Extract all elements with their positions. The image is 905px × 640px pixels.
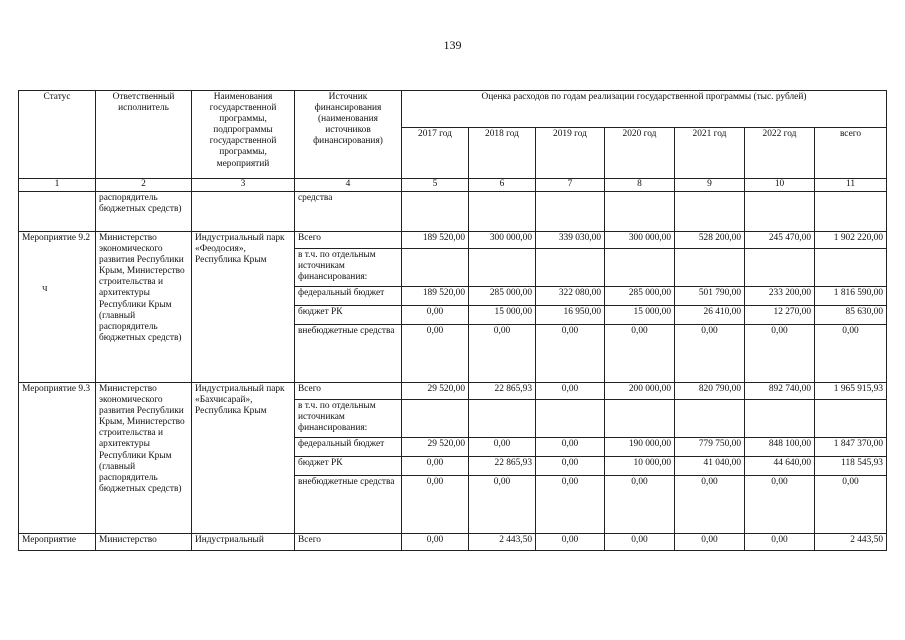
header-year: 2019 год — [536, 128, 605, 179]
value-cell: 0,00 — [605, 534, 675, 551]
value-cell: 848 100,00 — [745, 438, 815, 457]
source-label: бюджет РК — [295, 306, 402, 325]
measure-9-2-total-row — [19, 232, 887, 249]
measure-status: Мероприятие — [19, 534, 96, 551]
cell-empty — [469, 249, 536, 287]
column-number: 1 — [19, 179, 96, 192]
source-label: в т.ч. по отдельным источникам финансирования: — [295, 400, 402, 438]
value-cell: 22 865,93 — [469, 457, 536, 476]
value-cell: 892 740,00 — [745, 383, 815, 400]
value-cell: 0,00 — [402, 476, 469, 534]
value-cell: 0,00 — [536, 383, 605, 400]
header-year: 2018 год — [469, 128, 536, 179]
total-cell: 118 545,93 — [815, 457, 887, 476]
cell-empty — [815, 192, 887, 232]
total-cell: 1 902 220,00 — [815, 232, 887, 249]
value-cell: 189 520,00 — [402, 232, 469, 249]
value-cell: 15 000,00 — [605, 306, 675, 325]
source-label: в т.ч. по отдельным источникам финансирования: — [295, 249, 402, 287]
total-cell: 1 965 915,93 — [815, 383, 887, 400]
cell-empty — [745, 249, 815, 287]
value-cell: 0,00 — [402, 534, 469, 551]
cell-empty — [745, 192, 815, 232]
value-cell: 339 030,00 — [536, 232, 605, 249]
column-number: 2 — [96, 179, 192, 192]
value-cell: 0,00 — [605, 476, 675, 534]
value-cell: 189 520,00 — [402, 287, 469, 306]
value-cell: 0,00 — [469, 325, 536, 383]
cell-empty — [536, 249, 605, 287]
value-cell: 0,00 — [745, 325, 815, 383]
value-cell: 820 790,00 — [675, 383, 745, 400]
value-cell: 200 000,00 — [605, 383, 675, 400]
value-cell: 15 000,00 — [469, 306, 536, 325]
value-cell: 285 000,00 — [469, 287, 536, 306]
column-number: 8 — [605, 179, 675, 192]
value-cell: 0,00 — [469, 438, 536, 457]
value-cell: 0,00 — [675, 476, 745, 534]
cell-empty — [815, 400, 887, 438]
column-number: 6 — [469, 179, 536, 192]
value-cell: 26 410,00 — [675, 306, 745, 325]
value-cell: 190 000,00 — [605, 438, 675, 457]
value-cell: 300 000,00 — [469, 232, 536, 249]
header-status: Статус — [19, 91, 96, 179]
total-cell: 1 816 590,00 — [815, 287, 887, 306]
value-cell: 2 443,50 — [469, 534, 536, 551]
value-cell: 322 080,00 — [536, 287, 605, 306]
cell-empty — [675, 400, 745, 438]
value-cell: 233 200,00 — [745, 287, 815, 306]
value-cell: 528 200,00 — [675, 232, 745, 249]
column-number: 4 — [295, 179, 402, 192]
continuation-executor: распорядитель бюджетных средств) — [96, 192, 192, 232]
cell-empty — [815, 249, 887, 287]
value-cell: 0,00 — [745, 534, 815, 551]
source-label: внебюджетные средства — [295, 476, 402, 534]
page-number: 139 — [443, 38, 462, 52]
measure-9-3-total-row — [19, 383, 887, 400]
source-label: Всего — [295, 534, 402, 551]
value-cell: 10 000,00 — [605, 457, 675, 476]
cell-empty — [605, 249, 675, 287]
measure-next-total-row — [19, 534, 887, 551]
value-cell: 0,00 — [536, 476, 605, 534]
value-cell: 0,00 — [536, 325, 605, 383]
value-cell: 0,00 — [536, 457, 605, 476]
cell-empty — [536, 192, 605, 232]
header-program-name: Наименования государственной программы, подпрограммы государственной программы, мероприятий — [192, 91, 295, 179]
value-cell: 0,00 — [675, 534, 745, 551]
value-cell: 0,00 — [402, 325, 469, 383]
value-cell: 29 520,00 — [402, 383, 469, 400]
header-estimate: Оценка расходов по годам реализации государственной программы (тыс. рублей) — [402, 91, 887, 128]
value-cell: 44 640,00 — [745, 457, 815, 476]
total-cell: 1 847 370,00 — [815, 438, 887, 457]
measure-name: Индустриальный парк «Бахчисарай», Республика Крым — [192, 383, 295, 534]
value-cell: 285 000,00 — [605, 287, 675, 306]
source-label: федеральный бюджет — [295, 287, 402, 306]
source-label: бюджет РК — [295, 457, 402, 476]
header-row — [19, 91, 887, 128]
continuation-source: средства — [295, 192, 402, 232]
cell-empty — [402, 192, 469, 232]
measure-executor: Министерство экономического развития Республики Крым, Министерство строительства и архитектуры Республики Крым (главный распорядитель бюджетных средств) — [96, 383, 192, 534]
column-number: 3 — [192, 179, 295, 192]
source-label: федеральный бюджет — [295, 438, 402, 457]
header-year: 2021 год — [675, 128, 745, 179]
header-year: 2017 год — [402, 128, 469, 179]
value-cell: 300 000,00 — [605, 232, 675, 249]
measure-status: Мероприятие 9.2 — [19, 232, 96, 383]
column-number: 5 — [402, 179, 469, 192]
cell-empty — [605, 400, 675, 438]
source-label: внебюджетные средства — [295, 325, 402, 383]
cell-empty — [469, 400, 536, 438]
column-number: 10 — [745, 179, 815, 192]
total-cell: 0,00 — [815, 325, 887, 383]
continuation-row — [19, 192, 887, 232]
value-cell: 245 470,00 — [745, 232, 815, 249]
cell-empty — [402, 400, 469, 438]
value-cell: 0,00 — [536, 534, 605, 551]
value-cell: 29 520,00 — [402, 438, 469, 457]
column-number: 11 — [815, 179, 887, 192]
source-label: Всего — [295, 383, 402, 400]
stray-mark: ч — [42, 282, 48, 294]
value-cell: 16 950,00 — [536, 306, 605, 325]
cell-empty — [675, 249, 745, 287]
cell-empty — [605, 192, 675, 232]
column-number: 7 — [536, 179, 605, 192]
expenditure-table — [18, 90, 887, 551]
cell-empty — [536, 400, 605, 438]
cell-empty — [469, 192, 536, 232]
cell-empty — [19, 192, 96, 232]
total-cell: 2 443,50 — [815, 534, 887, 551]
value-cell: 0,00 — [605, 325, 675, 383]
cell-empty — [745, 400, 815, 438]
value-cell: 0,00 — [402, 306, 469, 325]
measure-status: Мероприятие 9.3 — [19, 383, 96, 534]
header-source: Источник финансирования (наименования источников финансирования) — [295, 91, 402, 179]
column-number-row — [19, 179, 887, 192]
measure-name: Индустриальный парк «Феодосия», Республика Крым — [192, 232, 295, 383]
column-number: 9 — [675, 179, 745, 192]
value-cell: 501 790,00 — [675, 287, 745, 306]
source-label: Всего — [295, 232, 402, 249]
value-cell: 22 865,93 — [469, 383, 536, 400]
header-year: 2020 год — [605, 128, 675, 179]
header-total: всего — [815, 128, 887, 179]
cell-empty — [675, 192, 745, 232]
measure-executor: Министерство экономического развития Республики Крым, Министерство строительства и архитектуры Республики Крым (главный распорядитель бюджетных средств) — [96, 232, 192, 383]
measure-executor: Министерство — [96, 534, 192, 551]
total-cell: 0,00 — [815, 476, 887, 534]
value-cell: 0,00 — [402, 457, 469, 476]
value-cell: 0,00 — [745, 476, 815, 534]
value-cell: 779 750,00 — [675, 438, 745, 457]
value-cell: 0,00 — [469, 476, 536, 534]
cell-empty — [192, 192, 295, 232]
value-cell: 0,00 — [675, 325, 745, 383]
header-executor: Ответственный исполнитель — [96, 91, 192, 179]
total-cell: 85 630,00 — [815, 306, 887, 325]
cell-empty — [402, 249, 469, 287]
value-cell: 41 040,00 — [675, 457, 745, 476]
value-cell: 12 270,00 — [745, 306, 815, 325]
value-cell: 0,00 — [536, 438, 605, 457]
measure-name: Индустриальный — [192, 534, 295, 551]
header-year: 2022 год — [745, 128, 815, 179]
